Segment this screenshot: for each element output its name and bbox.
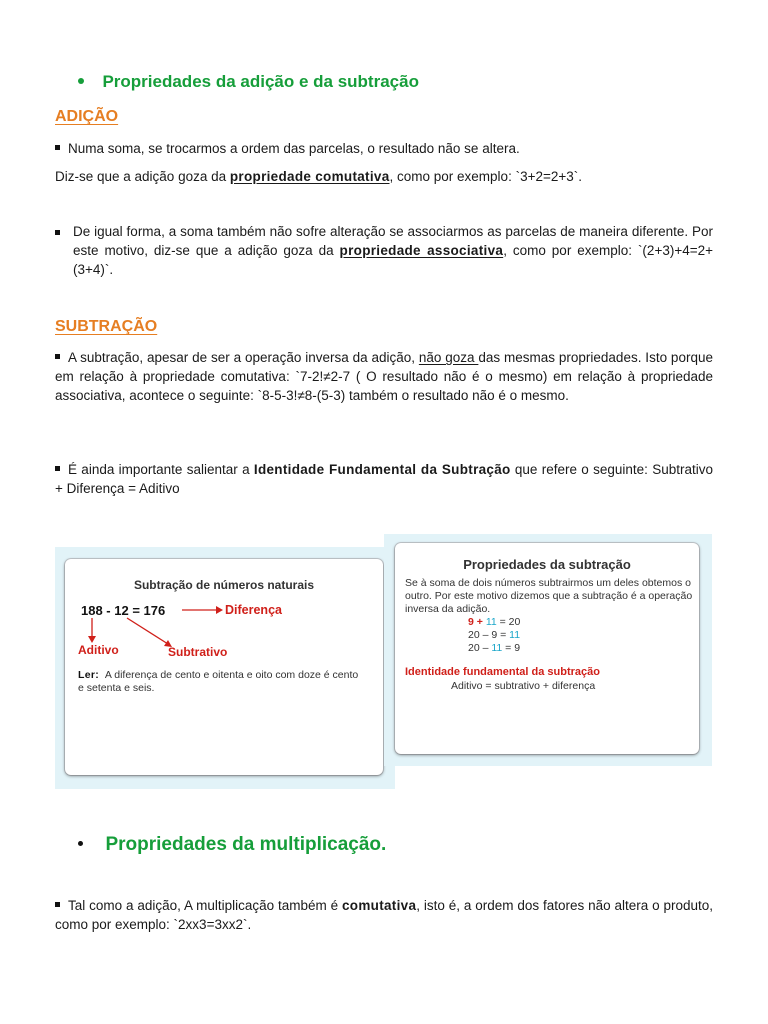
label-diferenca: Diferença <box>225 603 282 617</box>
heading-2-text: Propriedades da multiplicação. <box>105 834 387 855</box>
equation-2: 20 – 9 = 11 <box>468 629 521 641</box>
right-image-panel <box>384 534 712 766</box>
right-card-title: Propriedades da subtração <box>463 557 631 572</box>
left-image-panel <box>55 547 395 789</box>
heading-1 <box>78 72 419 92</box>
section-title-adicao: ADIÇÃO <box>55 108 119 125</box>
arrow-to-subtrativo <box>127 618 172 647</box>
equation-1: 9 + 11 = 20 <box>468 616 521 628</box>
subtracao-paragraph-2: É ainda importante salientar a Identidade Fundamental da Subtração que refere o seguinte: Subtrativo + Diferença = Aditivo <box>55 462 713 496</box>
arrows-diagram <box>65 559 383 775</box>
identity-formula: Aditivo = subtrativo + diferença <box>451 680 596 692</box>
square-bullet-icon <box>55 145 60 150</box>
bullet-dot-icon <box>78 841 83 846</box>
heading-2 <box>78 834 386 856</box>
left-card <box>65 559 383 775</box>
right-card-text: Se à soma de dois números subtrairmos um deles obtemos o outro. Por este motivo dizemos que a subtração é a operação inversa da adição. <box>405 577 693 615</box>
heading-1-text: Propriedades da adição e da subtração <box>102 72 419 91</box>
right-card <box>395 543 699 754</box>
section-title-subtracao: SUBTRAÇÃO <box>55 318 158 335</box>
subtraction-equation: 188 - 12 = 176 <box>81 603 166 618</box>
square-bullet-icon <box>55 230 60 235</box>
adicao-paragraph-1: Numa soma, se trocarmos a ordem das parcelas, o resultado não se altera. <box>55 139 715 158</box>
ler-text: Ler: A diferença de cento e oitenta e oito com doze é cento e setenta e seis. <box>78 669 359 694</box>
bullet-dot-icon <box>78 78 84 84</box>
identity-title: Identidade fundamental da subtração <box>405 666 600 678</box>
left-card-title: Subtração de números naturais <box>133 578 315 592</box>
square-bullet-icon <box>55 466 60 471</box>
multiplicacao-paragraph-1: Tal como a adição, A multiplicação também é comutativa, isto é, a ordem dos fatores não altera o produto, como por exemplo: `2xx3=3xx2`. <box>55 898 713 932</box>
adicao-paragraph-2: Diz-se que a adição goza da propriedade comutativa, como por exemplo: `3+2=2+3`. <box>55 169 582 184</box>
equation-3: 20 – 11 = 9 <box>468 642 521 654</box>
label-subtrativo: Subtrativo <box>168 645 228 659</box>
adicao-paragraph-3: De igual forma, a soma também não sofre alteração se associarmos as parcelas de maneira diferente. Por este motivo, diz-se que a adição goza da propriedade associativa, como por exemplo: `(2+3)+4=2+(3+4)`. <box>73 222 713 279</box>
square-bullet-icon <box>55 354 60 359</box>
arrow-to-diferenca <box>182 606 223 614</box>
label-aditivo: Aditivo <box>78 643 119 657</box>
arrow-to-aditivo <box>88 618 96 643</box>
square-bullet-icon <box>55 902 60 907</box>
subtracao-paragraph-1: A subtração, apesar de ser a operação inversa da adição, não goza das mesmas propriedades. Isto porque em relação à propriedade comutativa: `7-2!≠2-7 ( O resultado não é o mesmo) em relação à propriedade associativa, acontece o seguinte: `8-5-3!≠8-(5-3) também o resultado não é o mesmo. <box>55 350 713 403</box>
